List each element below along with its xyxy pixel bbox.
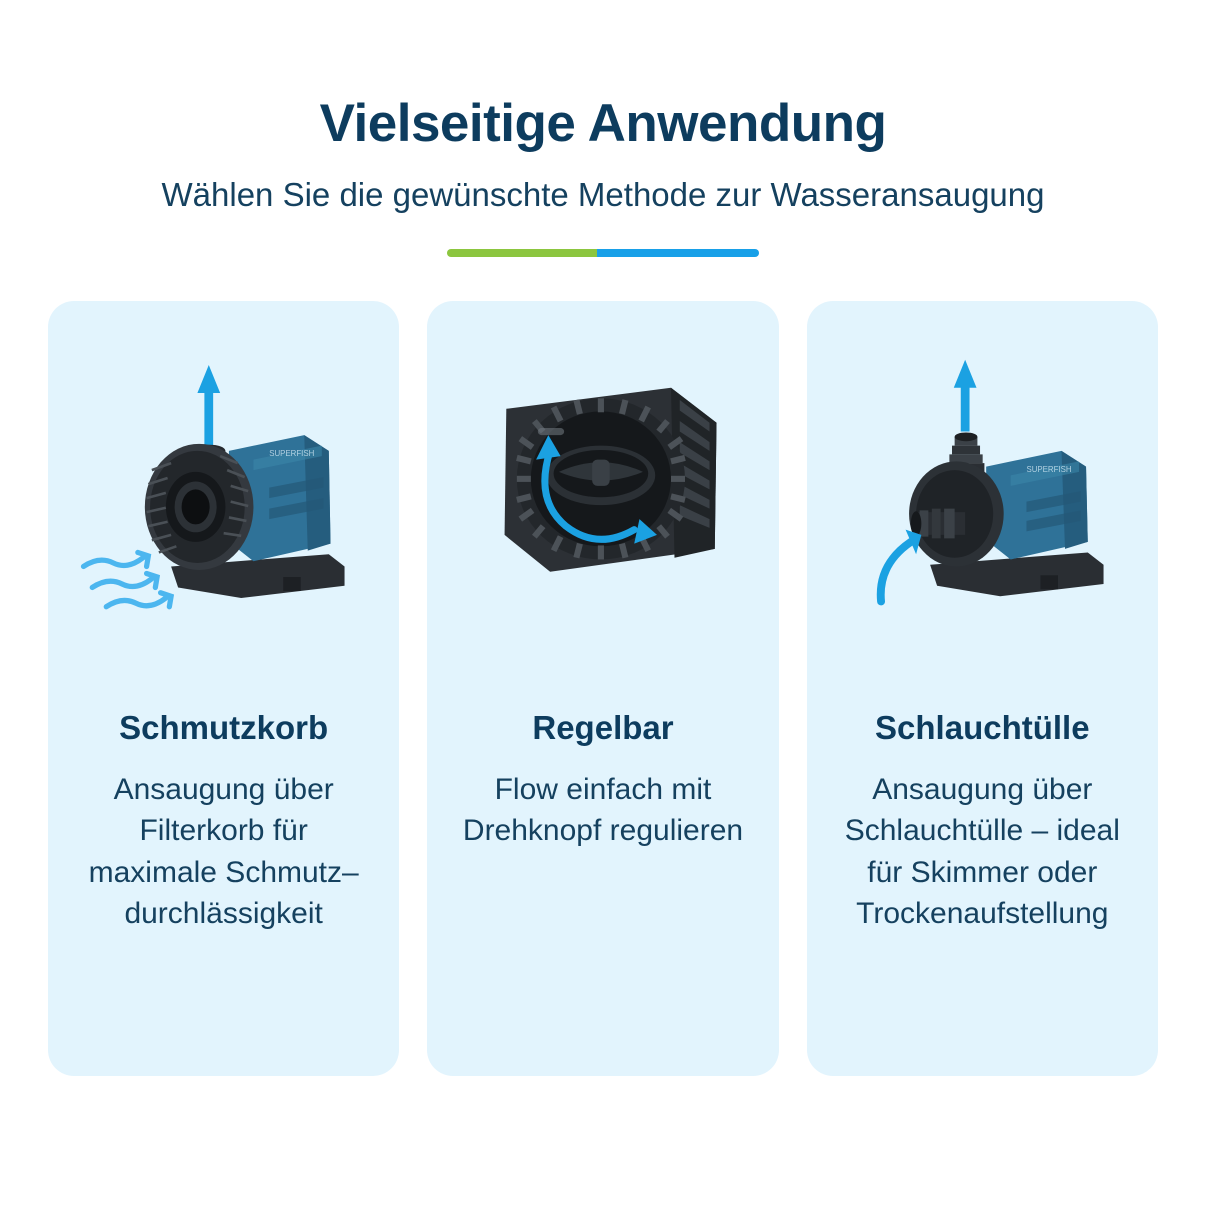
- card-description-schmutzkorb: Ansaugung über Filterkorb für maximale Schmutz–durchlässigkeit: [88, 772, 359, 930]
- divider-green-segment: [447, 249, 597, 257]
- card-title-regelbar: Regelbar: [532, 708, 674, 746]
- water-outlet-arrow-icon: [197, 365, 220, 451]
- water-inflow-arrow-icon: [880, 542, 910, 602]
- svg-text:SUPERFISH: SUPERFISH: [1026, 464, 1072, 474]
- adjustable-knob-illustration: [445, 327, 760, 657]
- card-title-schlauchtuelle: Schlauchtülle: [875, 708, 1090, 746]
- page-subtitle: Wählen Sie die gewünschte Methode zur Wasseransaugung: [161, 176, 1045, 214]
- hose-nozzle-side: [910, 509, 964, 539]
- feature-card-list: [30, 301, 1176, 1076]
- card-description-schlauchtuelle: Ansaugung über Schlauchtülle – ideal für Skimmer oder Trockenaufstellung: [844, 772, 1120, 930]
- water-inflow-arrows-icon: [84, 552, 172, 606]
- divider-blue-segment: [597, 249, 759, 257]
- feature-card-regelbar: [427, 301, 778, 1076]
- flow-control-knob: [547, 445, 656, 505]
- feature-card-schlauchtuelle: [807, 301, 1158, 1076]
- pump-with-strainer-illustration: [66, 327, 381, 657]
- card-title-schmutzkorb: Schmutzkorb: [119, 708, 329, 746]
- strainer-basket: [145, 444, 254, 570]
- page-title: Vielseitige Anwendung: [319, 94, 887, 153]
- card-description-regelbar: Flow einfach mit Drehknopf regulieren: [462, 772, 744, 848]
- svg-text:SUPERFISH: SUPERFISH: [269, 448, 315, 458]
- accent-divider: [447, 249, 759, 257]
- pump-with-hose-nozzle-illustration: [825, 327, 1140, 657]
- water-outlet-arrow-icon: [953, 360, 976, 432]
- feature-card-schmutzkorb: [48, 301, 399, 1076]
